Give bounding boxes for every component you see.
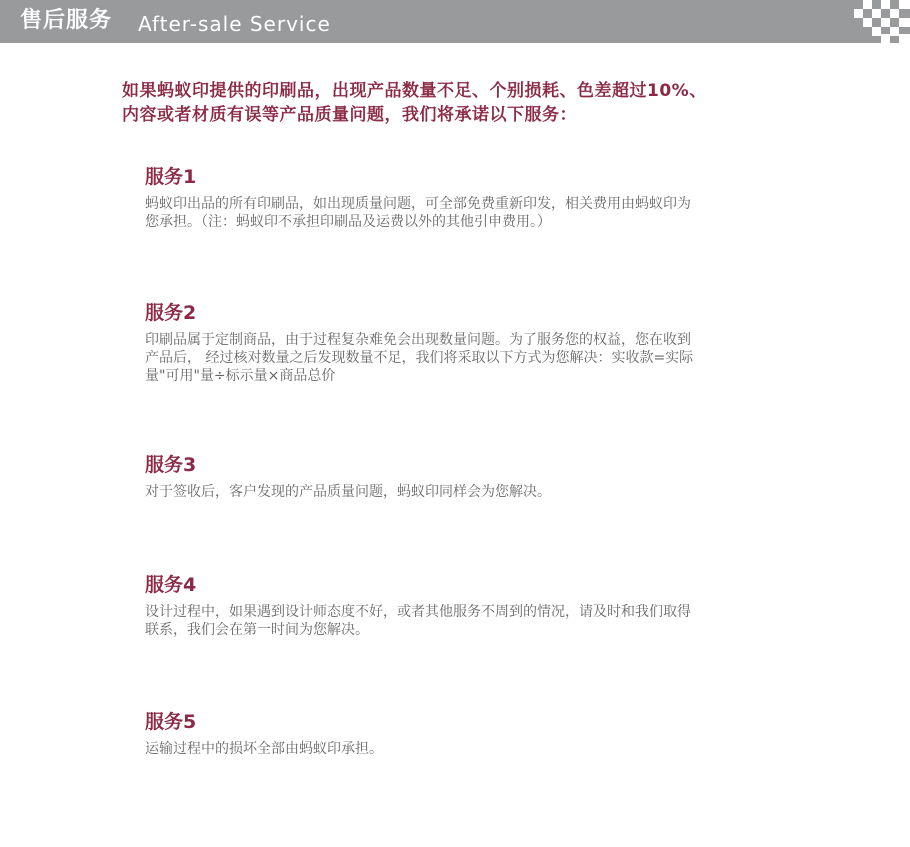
service-title: 服务2	[145, 302, 197, 324]
service-title: 服务3	[145, 454, 197, 476]
service-title: 服务1	[145, 166, 197, 188]
service-line: 印刷品属于定制商品，由于过程复杂难免会出现数量问题。为了服务您的权益，您在收到	[145, 332, 691, 348]
service-title: 服务5	[145, 711, 197, 733]
service-block-3	[145, 453, 745, 501]
service-line: 运输过程中的损坏全部由蚂蚁印承担。	[145, 741, 383, 757]
service-line: 量"可用"量÷标示量×商品总价	[145, 368, 336, 384]
intro-line: 如果蚂蚁印提供的印刷品，出现产品数量不足、个别损耗、色差超过10%、	[122, 81, 707, 101]
service-line: 您承担。（注：蚂蚁印不承担印刷品及运费以外的其他引申费用。）	[145, 214, 551, 230]
intro-line: 内容或者材质有误等产品质量问题，我们将承诺以下服务：	[122, 105, 577, 125]
service-description	[145, 740, 745, 758]
header-bar	[0, 0, 910, 43]
service-line: 产品后， 经过核对数量之后发现数量不足，我们将采取以下方式为您解决：实收款=实际	[145, 350, 694, 366]
service-line: 联系，我们会在第一时间为您解决。	[145, 622, 369, 638]
service-line: 蚂蚁印出品的所有印刷品，如出现质量问题，可全部免费重新印发，相关费用由蚂蚁印为	[145, 196, 691, 212]
header-title-cn: 售后服务	[20, 8, 113, 33]
service-block-2	[145, 301, 745, 385]
header-title-en: After-sale Service	[138, 12, 331, 36]
service-description	[145, 603, 745, 639]
service-block-1	[145, 165, 745, 231]
service-description	[145, 483, 745, 501]
service-block-5	[145, 710, 745, 758]
service-description	[145, 195, 745, 231]
service-title: 服务4	[145, 574, 197, 596]
service-line: 对于签收后，客户发现的产品质量问题，蚂蚁印同样会为您解决。	[145, 484, 551, 500]
intro-statement	[122, 79, 802, 127]
checker-pattern-icon	[854, 0, 910, 43]
service-description	[145, 331, 745, 385]
service-block-4	[145, 573, 745, 639]
service-line: 设计过程中，如果遇到设计师态度不好，或者其他服务不周到的情况，请及时和我们取得	[145, 604, 691, 620]
